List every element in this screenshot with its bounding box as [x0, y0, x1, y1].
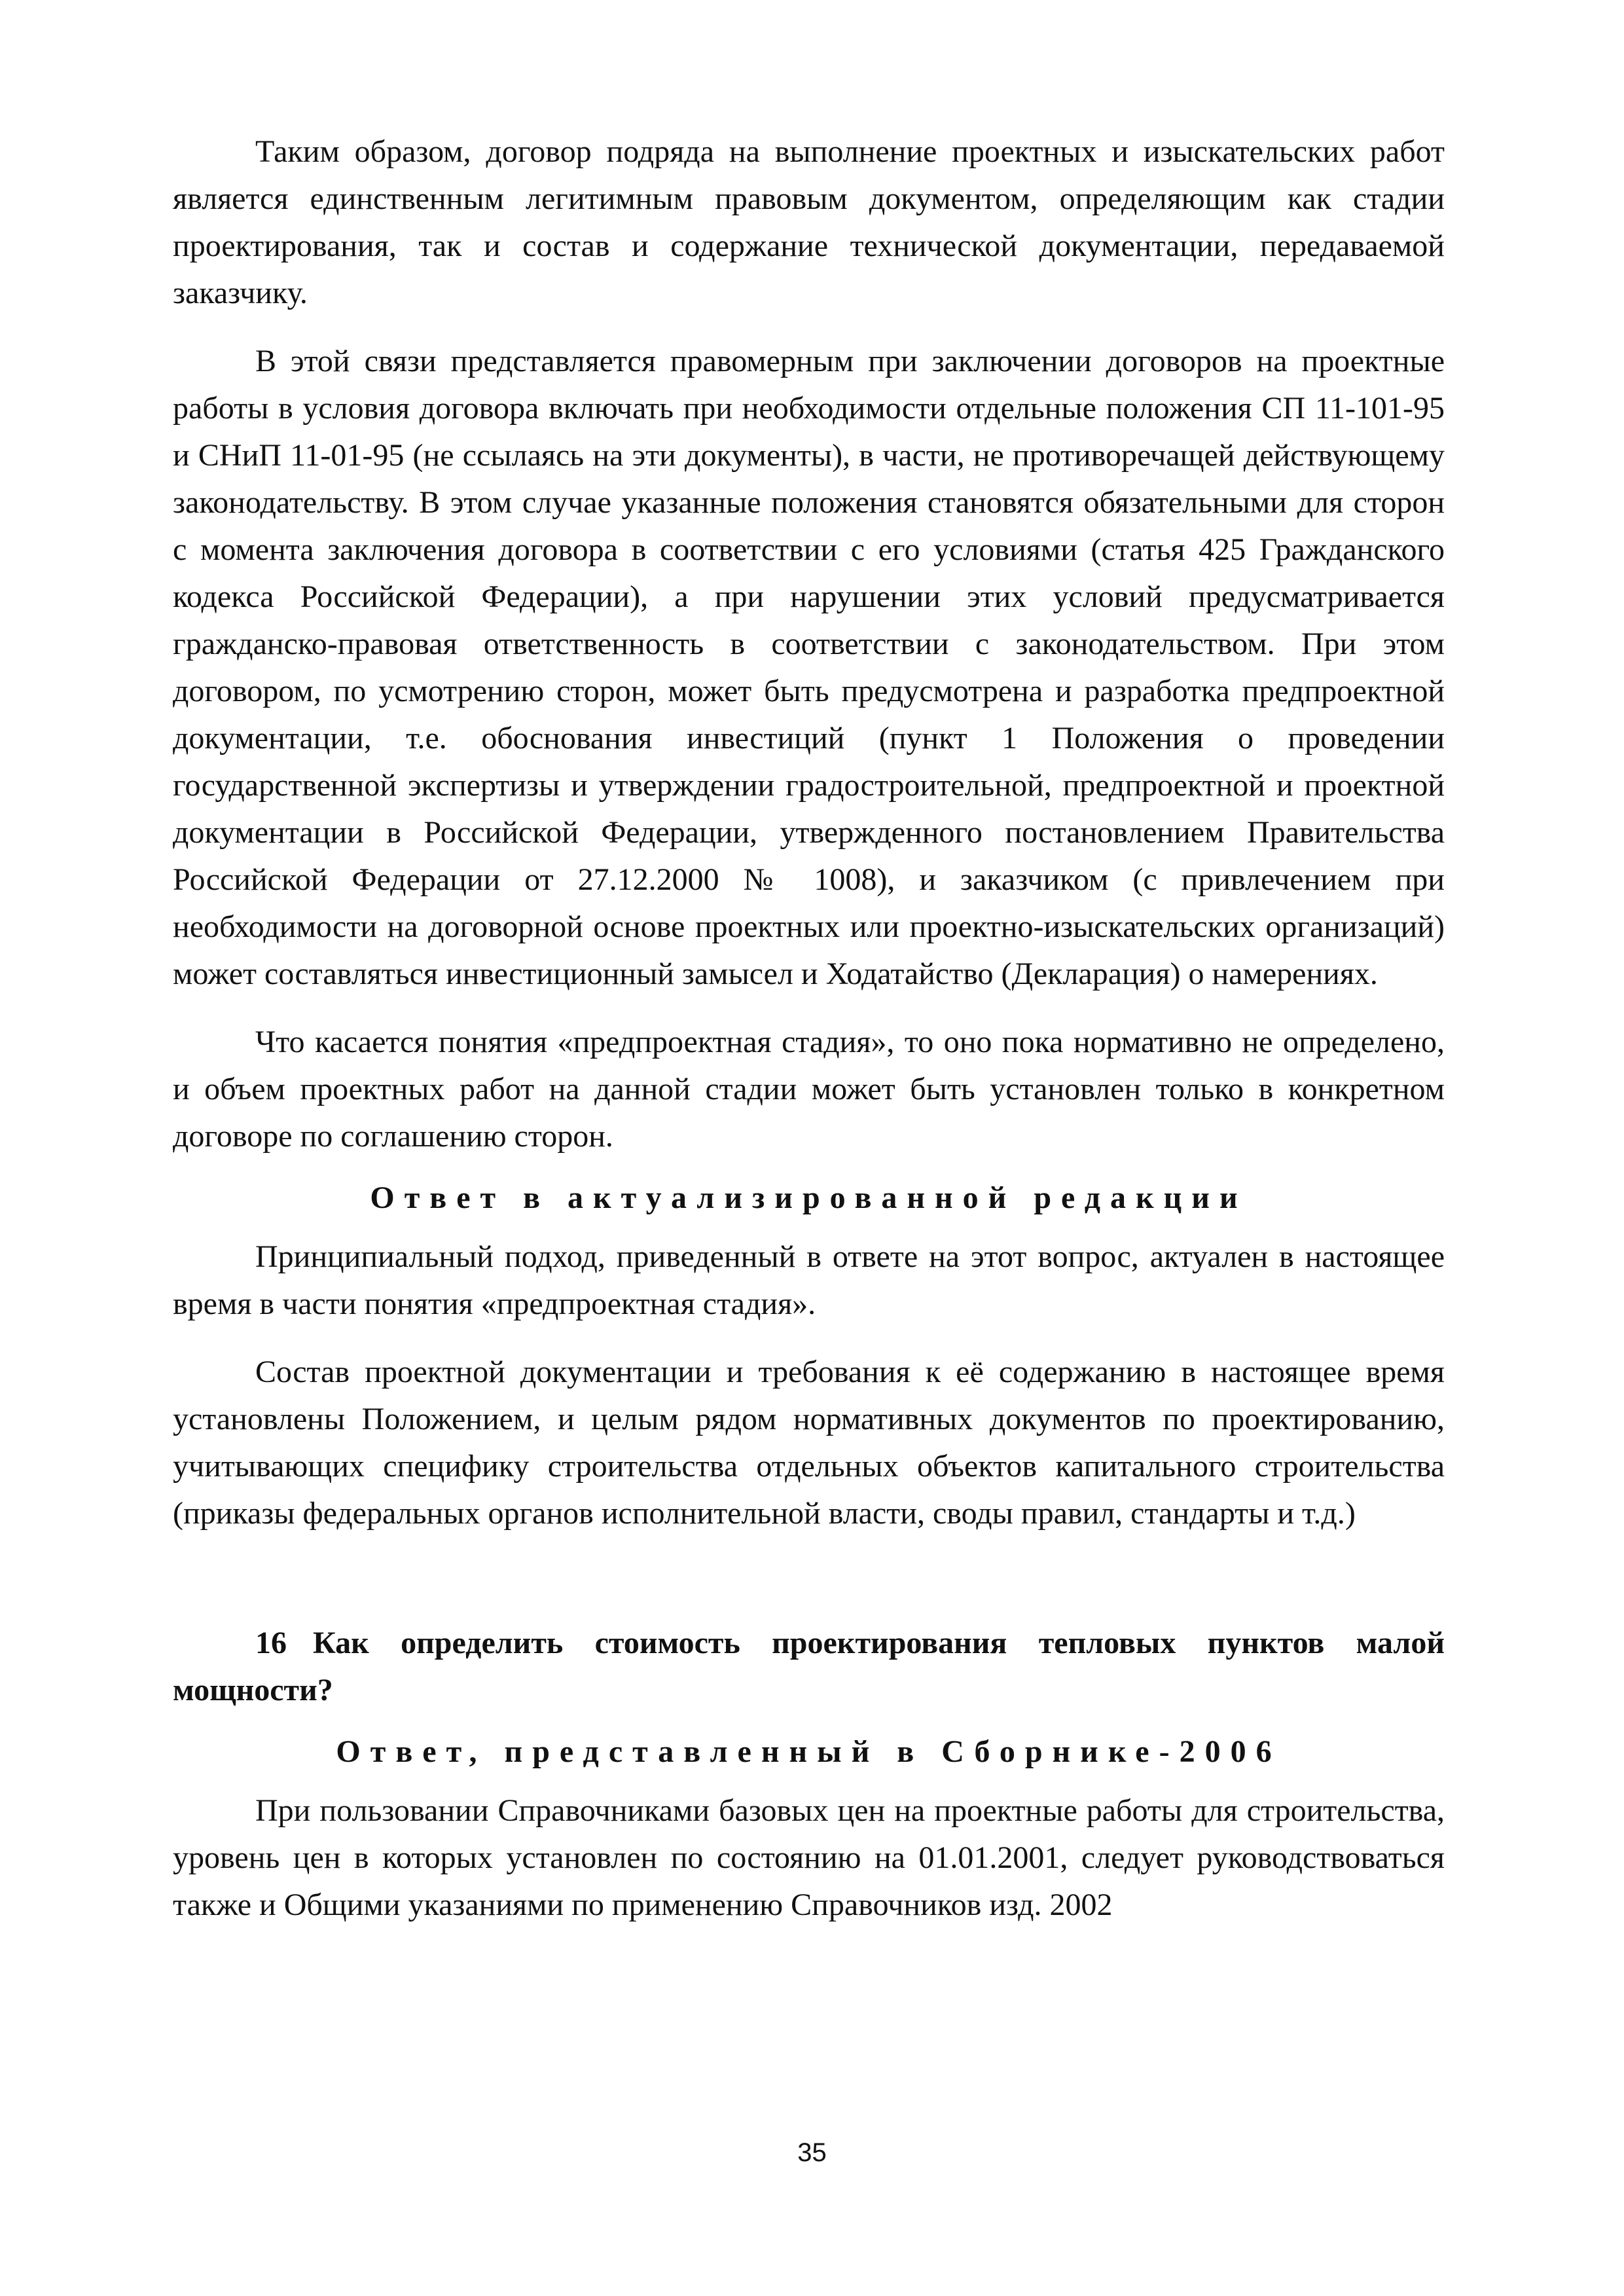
- question-text: Как определить стоимость проектирования тепловых пунктов малой мощности?: [173, 1626, 1445, 1707]
- page-number: 35: [797, 2138, 827, 2167]
- paragraph-1: Таким образом, договор подряда на выполнение проектных и изыскательских работ является единственным легитимным правовым документом, определяющим как стадии проектирования, так и состав и содержание технической документации, передаваемой заказчику.: [173, 134, 1445, 310]
- heading-answer-updated: Ответ в актуализированной редакции: [370, 1180, 1248, 1215]
- paragraph-3: Что касается понятия «предпроектная стадия», то оно пока нормативно не определено, и объем проектных работ на данной стадии может быть установлен только в конкретном договоре по соглашению сторон.: [173, 1025, 1445, 1154]
- page-content: [173, 128, 1445, 1929]
- heading-answer-collection: Ответ, представленный в Сборнике-2006: [336, 1734, 1282, 1769]
- question-16: [173, 1620, 1445, 1714]
- paragraph-4: Принципиальный подход, приведенный в ответе на этот вопрос, актуален в настоящее время в части понятия «предпроектная стадия».: [173, 1239, 1445, 1321]
- question-number: 16: [255, 1626, 287, 1660]
- paragraph-5: Состав проектной документации и требования к её содержанию в настоящее время установлены Положением, и целым рядом нормативных документов по проектированию, учитывающих специфику строительства отдельных объектов капитального строительства (приказы федеральных органов исполнительной власти, своды правил, стандарты и т.д.): [173, 1355, 1445, 1531]
- paragraph-6: При пользовании Справочниками базовых цен на проектные работы для строительства, уровень цен в которых установлен по состоянию на 01.01.2001, следует руководствоваться также и Общими указаниями по применению Справочников изд. 2002: [173, 1793, 1445, 1922]
- paragraph-2: В этой связи представляется правомерным при заключении договоров на проектные работы в условия договора включать при необходимости отдельные положения СП 11-101-95 и СНиП 11-01-95 (не ссылаясь на эти документы), в части, не противоречащей действующему законодательству. В этом случае указанные положения становятся обязательными для сторон с момента заключения договора в соответствии с его условиями (статья 425 Гражданского кодекса Российской Федерации), а при нарушении этих условий предусматривается гражданско-правовая ответственность в соответствии с законодательством. При этом договором, по усмотрению сторон, может быть предусмотрена и разработка предпроектной документации, т.е. обоснования инвестиций (пункт 1 Положения о проведении государственной экспертизы и утверждении градостроительной, предпроектной и проектной документации в Российской Федерации, утвержденного постановлением Правительства Российской Федерации от 27.12.2000 № 1008), и заказчиком (с привлечением при необходимости на договорной основе проектных или проектно-изыскательских организаций) может составляться инвестиционный замысел и Ходатайство (Декларация) о намерениях.: [173, 344, 1445, 991]
